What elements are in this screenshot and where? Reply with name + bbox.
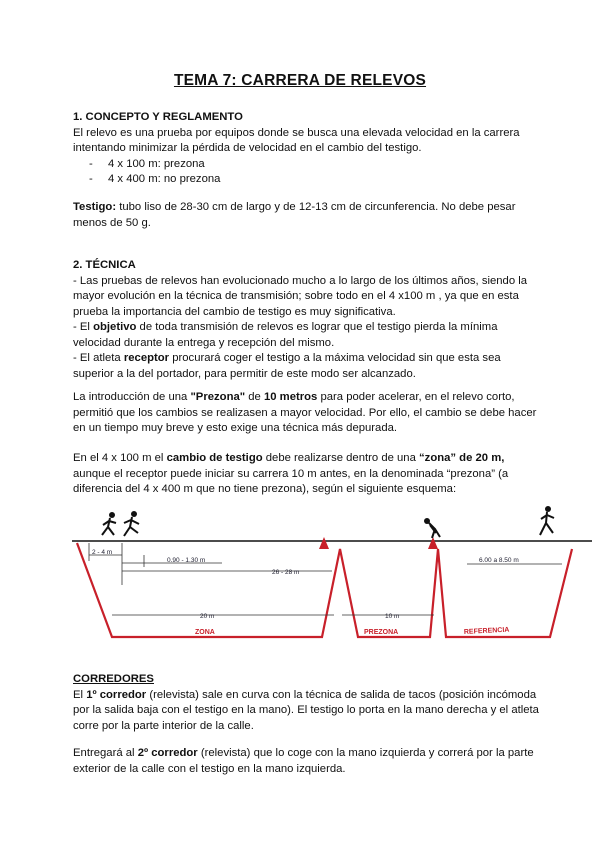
- label-2-4m: 2 - 4 m: [92, 549, 113, 556]
- paragraph: El 1º corredor (relevista) sale en curva con la técnica de salida de tacos (posición incómoda por la salida baja con el testigo en la mano). El testigo lo porta en la mano derecha y el atleta corre por la parte interior de la calle.: [73, 688, 539, 732]
- label-10m: 10 m: [385, 613, 400, 620]
- section-heading: 1. CONCEPTO Y REGLAMENTO: [73, 111, 243, 123]
- prezona-paragraph: La introducción de una "Prezona" de 10 metros para poder acelerar, en el relevo corto, permitió que los cambios se realizasen a mayor velocidad. Por ello, el cambio se debe hacer en un tiempo muy breve y esto exige una técnica más depurada.: [73, 391, 537, 434]
- runner-figure-4: [540, 506, 554, 535]
- section-concepto: [73, 110, 543, 188]
- paragraph: - Las pruebas de relevos han evolucionado mucho a lo largo de los últimos años, siendo la mayor evolución en la técnica de transmisión; sobre todo en el 4 x100 m , ya que en esta prueba la importancia del cambio de testigo es muy significativa.: [73, 274, 528, 318]
- testigo-paragraph: [73, 200, 543, 231]
- relay-zone-diagram: [72, 505, 592, 650]
- label-zona: ZONA: [195, 629, 215, 636]
- section-corredores: [73, 672, 543, 734]
- arrow-mark: [319, 537, 329, 549]
- page-title: TEMA 7: CARRERA DE RELEVOS: [173, 72, 427, 89]
- testigo-text: tubo liso de 28-30 cm de largo y de 12-13 cm de circunferencia. No debe pesar menos de 50 g.: [73, 201, 516, 229]
- paragraph: - El atleta receptor procurará coger el testigo a la máxima velocidad sin que esta sea superior a la del portador, para permitir de este modo ser alcanzado.: [73, 352, 501, 380]
- label-20m: 20 m: [200, 613, 215, 620]
- paragraph: El relevo es una prueba por equipos donde se busca una elevada velocidad en la carrera intentando minimizar la pérdida de velocidad en el cambio del testigo.: [73, 126, 520, 154]
- section-heading: CORREDORES: [73, 673, 154, 685]
- label-referencia: REFERENCIA: [463, 626, 510, 636]
- paragraph: - El objetivo de toda transmisión de relevos es lograr que el testigo pierda la mínima velocidad durante la entrega y recepción del mismo.: [73, 321, 498, 349]
- cambio-paragraph: En el 4 x 100 m el cambio de testigo debe realizarse dentro de una “zona” de 20 m, aunque el receptor puede iniciar su carrera 10 m antes, en la denominada “prezona” (a diferencia del 4 x 400 m que no tiene prezona), según el siguiente esquema:: [73, 452, 509, 495]
- label-090-130m: 0.90 - 1.30 m: [167, 557, 206, 564]
- list-item: - 4 x 100 m: prezona: [73, 157, 543, 173]
- runner-figure-3: [424, 518, 440, 538]
- list-item: - 4 x 400 m: no prezona: [73, 172, 543, 188]
- testigo-label: Testigo:: [73, 201, 117, 213]
- section-heading: 2. TÉCNICA: [73, 259, 136, 271]
- runner-figure-2: [124, 511, 139, 536]
- label-26-28m: 26 - 28 m: [272, 569, 300, 576]
- corredor-2-paragraph: Entregará al 2º corredor (relevista) que lo coge con la mano izquierda y correrá por la parte exterior de la calle con el testigo en la mano izquierda.: [73, 747, 534, 775]
- runner-figure-1: [102, 512, 116, 535]
- arrow-mark: [428, 537, 438, 549]
- section-tecnica: [73, 258, 543, 382]
- label-600-850m: 6.00 a 8.50 m: [479, 557, 519, 564]
- bullet-list: [73, 157, 543, 188]
- label-prezona: PREZONA: [364, 629, 399, 636]
